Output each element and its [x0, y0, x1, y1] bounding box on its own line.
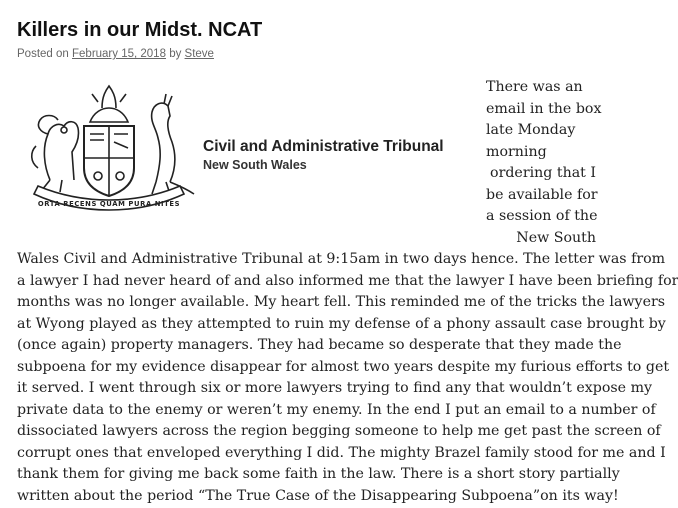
- body-text-line: it served. I went through six or more lawyers trying to find any that wouldn’t expose my: [17, 380, 653, 396]
- body-text-line: (once again) property managers. They had became so desperate that they made the: [17, 337, 622, 353]
- posted-on-label: Posted on: [17, 48, 69, 60]
- body-text-line: written about the period “The True Case of the Disappearing Subpoena”on its way!: [17, 487, 619, 504]
- post-meta: [17, 46, 214, 62]
- by-label: by: [169, 48, 182, 60]
- body-text-line: private data to the enemy or weren’t my enemy. In the end I put an email to a number of: [17, 401, 656, 418]
- body-text-line: Wales Civil and Administrative Tribunal at 9:15am in two days hence. The letter was from: [17, 251, 666, 267]
- body-text-line: months was no longer available. My heart fell. This reminded me of the tricks the lawyers: [17, 294, 666, 310]
- side-text-line: email in the box: [486, 100, 602, 117]
- side-text-line: There was an: [486, 79, 583, 95]
- crest-motto: ORTA RECENS QUAM PURA NITES: [37, 200, 181, 208]
- side-text-line: morning: [486, 143, 547, 160]
- post-title: Killers in our Midst. NCAT: [17, 19, 263, 41]
- body-text-line: subpoena for my evidence disappear for almost two years despite my furious efforts to get: [17, 358, 670, 375]
- tribunal-state: New South Wales: [203, 158, 307, 172]
- body-text-line: a lawyer I had never heard of and also informed me that the lawyer I have been briefing for: [17, 272, 678, 289]
- ncat-banner-image: [16, 80, 478, 244]
- side-text-line: ordering that I: [490, 165, 596, 181]
- author-link[interactable]: Steve: [184, 48, 214, 60]
- side-text-line: late Monday: [486, 122, 576, 138]
- body-text-line: dissociated lawyers across the region begging someone to help me get past the screen of: [17, 423, 661, 439]
- body-text-line: at Wyong played as they attempted to ruin my defense of a phony assault case brought by: [17, 315, 666, 332]
- tribunal-name: Civil and Administrative Tribunal: [203, 138, 444, 155]
- side-text-line: a session of the: [486, 208, 598, 224]
- side-text-line: be available for: [486, 186, 598, 203]
- body-text-line: thank them for giving me back some faith in the law. There is a short story partially: [17, 466, 620, 482]
- body-text-line: corrupt ones that enveloped everything I did. The mighty Brazel family stood for me and I: [17, 444, 666, 461]
- post-date-link[interactable]: February 15, 2018: [72, 48, 166, 60]
- nsw-coat-of-arms-icon: [20, 82, 198, 212]
- side-text-line: New South: [516, 229, 596, 246]
